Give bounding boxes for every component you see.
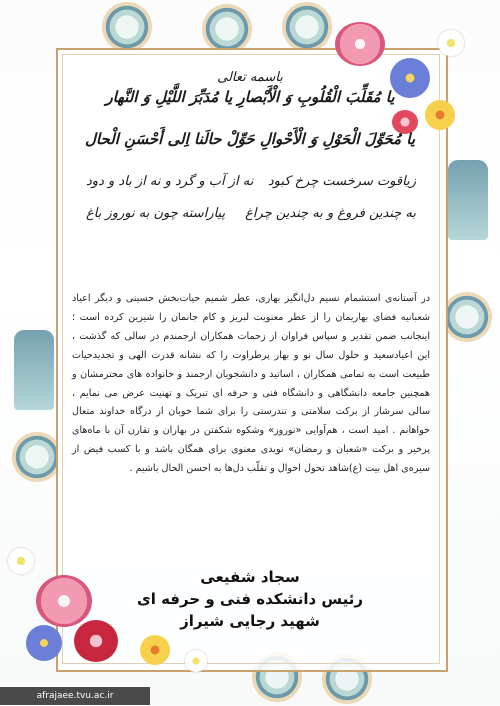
poem-hemistich-1: زیاقوت سرخست چرخ کبود xyxy=(267,174,416,189)
vase-ornament-right xyxy=(448,160,488,240)
vase-ornament-left xyxy=(14,330,54,410)
flower-white-top-right xyxy=(438,30,464,56)
basmala-heading: باسمه تعالی xyxy=(217,70,283,85)
tile-ornament-top-left xyxy=(100,0,154,54)
signature-org: شهید رجایی شیراز xyxy=(180,612,320,630)
flower-pink-top-right xyxy=(335,22,385,66)
message-body: در آستانه‌ی استشمام نسیم دل‌انگیز بهاری، عطر شمیم حیات‌بخش حسینی و دیگر اعیاد شعبانیه فضای بهاریمان را از عطر معنویت لبریز و کام جانمان را شیرین کرده است ؛ اینجانب ضمن تقدیر و سپاس فراوان از زحمات همکاران ارجمندم در سالی که گذشت ، این اعیادسعید و حلول سال نو و بهار پرطراوت را که نشانه قدرت الهی و تجدیدحیات طبیعت است به تمامی همکاران ، اساتید و دانشجویان ارجمند و خانواده های محترمشان و همچنین جامعه دانشگاهی و دانشگاه فنی و حرفه ای تبریک و تهنیت عرض می نمایم ، سالی سرشار از برکت سلامتی و تندرستی را برای شما خوبان از درگاه خداوند متعال خواهانم . امید است ، هم‌آوایی «نوروز» وشکوه شکفتن در بهاران و تقارن آن با ماه‌های پرخیر و برکت «شعبان و رمضان» نویدی معنوی برای همگان باشد و با کسب فیض از سیره‌ی اهل بیت (ع)شاهد تحول احوال و تقلّب دل‌ها به احسن الحال باشیم . xyxy=(72,293,430,475)
poem-row-1 xyxy=(86,174,416,189)
poem-row-2 xyxy=(86,206,416,221)
tile-ornament-top-right xyxy=(280,0,334,54)
flower-yellow-bottom-left xyxy=(140,635,170,665)
flower-white-bottom-left xyxy=(8,548,34,574)
poem-hemistich-4: پیاراسته چون به نوروز باغ xyxy=(86,206,226,221)
flower-blue-bottom-left xyxy=(26,625,62,661)
poem-hemistich-3: به چندین فروغ و به چندین چراغ xyxy=(245,206,416,221)
verse-line-2: یا مُحَوِّلَ الْحَوْلِ وَ الْأَحْوالِ حَوِّلْ حالَنا اِلی أَحْسَنِ الْحال xyxy=(84,130,416,148)
signature-title: رئیس دانشکده فنی و حرفه ای xyxy=(136,590,364,608)
signature-name: سجاد شفیعی xyxy=(200,568,300,586)
flower-pink-bottom-left xyxy=(36,575,92,627)
poem-hemistich-2: نه از آب و گرد و نه از باد و دود xyxy=(86,174,254,189)
verse-line-1: یا مُقَلِّبَ الْقُلُوبِ وَ الْأَبْصارِ یا مُدَبِّرَ اللَّیْلِ وَ النَّهار xyxy=(105,88,395,106)
site-url-footer[interactable]: afrajaee.tvu.ac.ir xyxy=(0,687,150,705)
tile-ornament-right-mid xyxy=(440,290,494,344)
flower-white-small-bottom xyxy=(185,650,207,672)
